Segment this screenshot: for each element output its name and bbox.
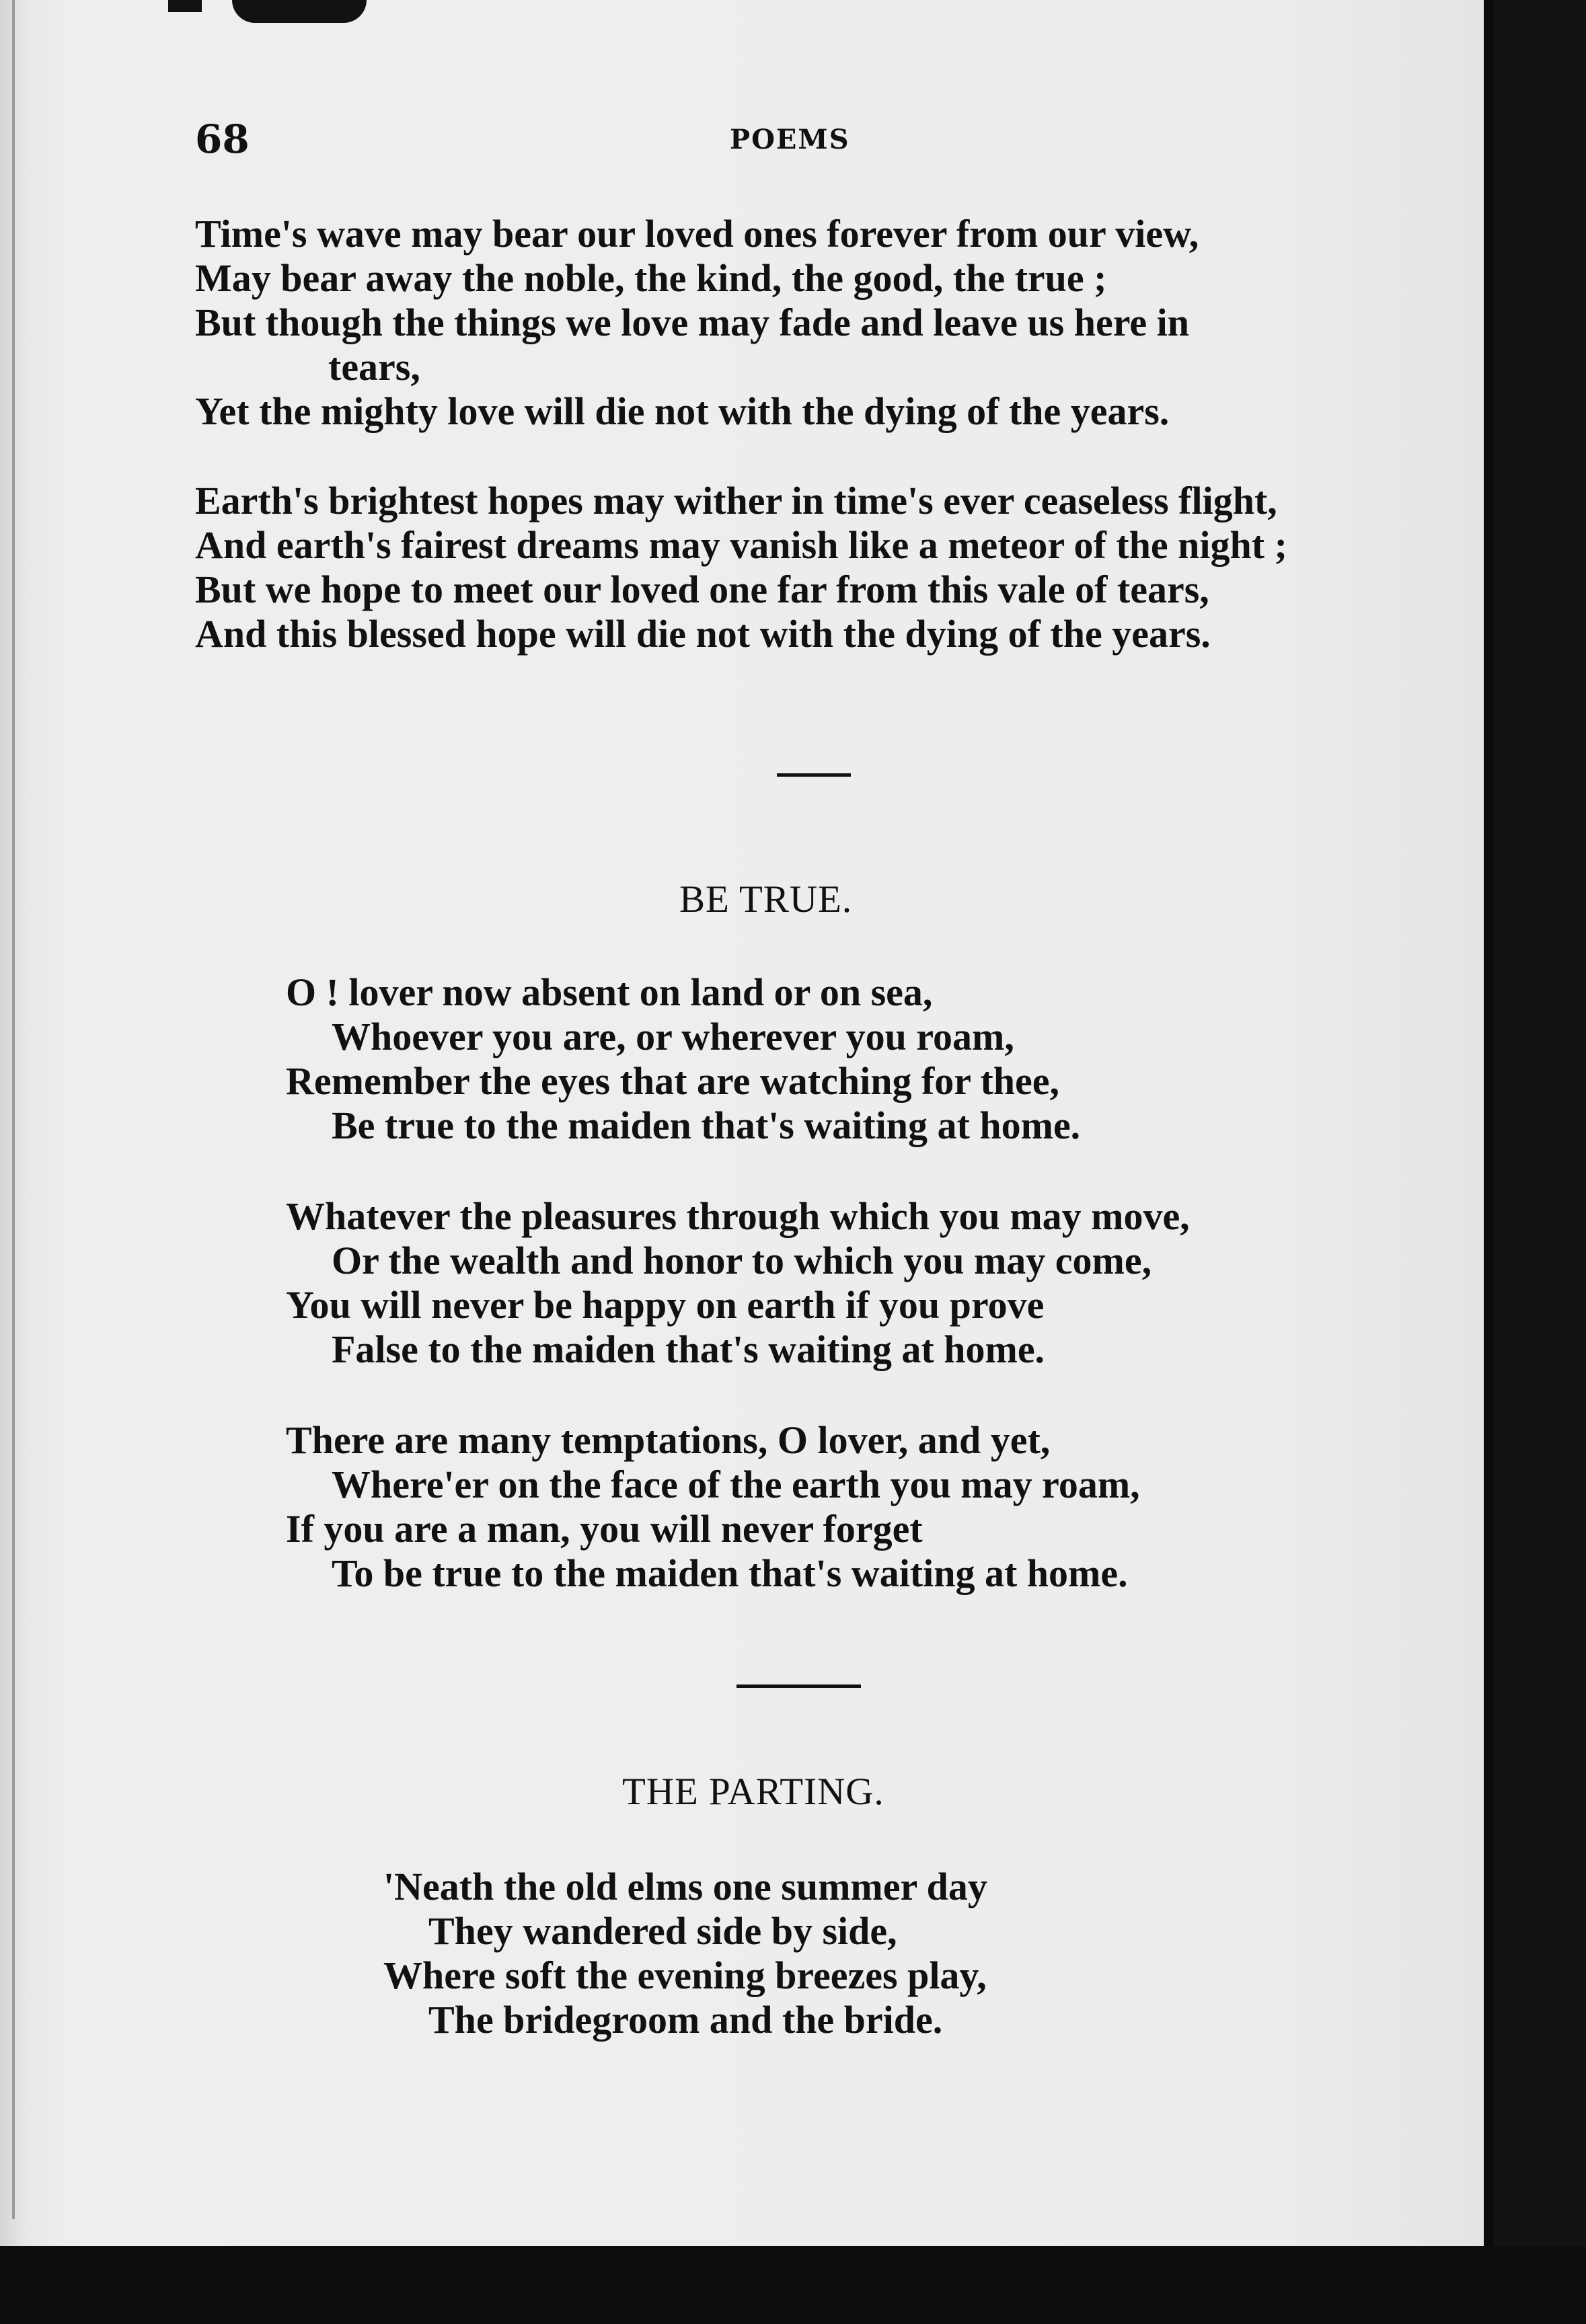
page-header [0, 0, 1486, 202]
poem-line: Remember the eyes that are watching for thee, [286, 1059, 1060, 1103]
poem-line: Whoever you are, or wherever you roam, [332, 1015, 1014, 1058]
scan-bottom-border [0, 2246, 1586, 2324]
poem-line: Where soft the evening breezes play, [383, 1953, 987, 1997]
poem-line: The bridegroom and the bride. [428, 1998, 943, 2042]
poem-line: Time's wave may bear our loved ones forever from our view, [195, 212, 1199, 256]
poem-line: Whatever the pleasures through which you may move, [286, 1194, 1190, 1238]
poem-line: Be true to the maiden that's waiting at home. [332, 1103, 1081, 1147]
page-number: 68 [195, 116, 250, 162]
poem-line: If you are a man, you will never forget [286, 1507, 923, 1551]
section-divider [777, 773, 851, 777]
poem-line: You will never be happy on earth if you prove [286, 1283, 1045, 1327]
poem-line: O ! lover now absent on land or on sea, [286, 970, 933, 1014]
poem-title: THE PARTING. [622, 1771, 884, 1813]
book-spine-shadow [1484, 0, 1493, 2324]
page-gutter-edge [12, 0, 15, 2219]
poem-line: To be true to the maiden that's waiting at home. [332, 1551, 1128, 1595]
poem-line: They wandered side by side, [428, 1909, 897, 1953]
poem-line: Earth's brightest hopes may wither in time's ever ceaseless flight, [195, 479, 1277, 522]
poem-line: There are many temptations, O lover, and yet, [286, 1418, 1051, 1462]
poem-line: tears, [328, 345, 420, 389]
running-head: POEMS [730, 124, 850, 155]
poem-line: But we hope to meet our loved one far from this vale of tears, [195, 568, 1209, 611]
poem-line: And this blessed hope will die not with the dying of the years. [195, 612, 1211, 656]
poem-line: And earth's fairest dreams may vanish like a meteor of the night ; [195, 523, 1287, 567]
poem-line: 'Neath the old elms one summer day [383, 1865, 987, 1908]
poem-line: Where'er on the face of the earth you may roam, [332, 1463, 1140, 1506]
poem-line: May bear away the noble, the kind, the good, the true ; [195, 256, 1107, 300]
poem-line: False to the maiden that's waiting at home. [332, 1327, 1045, 1371]
section-divider [737, 1684, 861, 1688]
poem-line: But though the things we love may fade and leave us here in [195, 301, 1190, 344]
poem-title: BE TRUE. [679, 878, 853, 921]
poem-line: Or the wealth and honor to which you may come, [332, 1239, 1152, 1282]
poem-line: Yet the mighty love will die not with the dying of the years. [195, 389, 1170, 433]
